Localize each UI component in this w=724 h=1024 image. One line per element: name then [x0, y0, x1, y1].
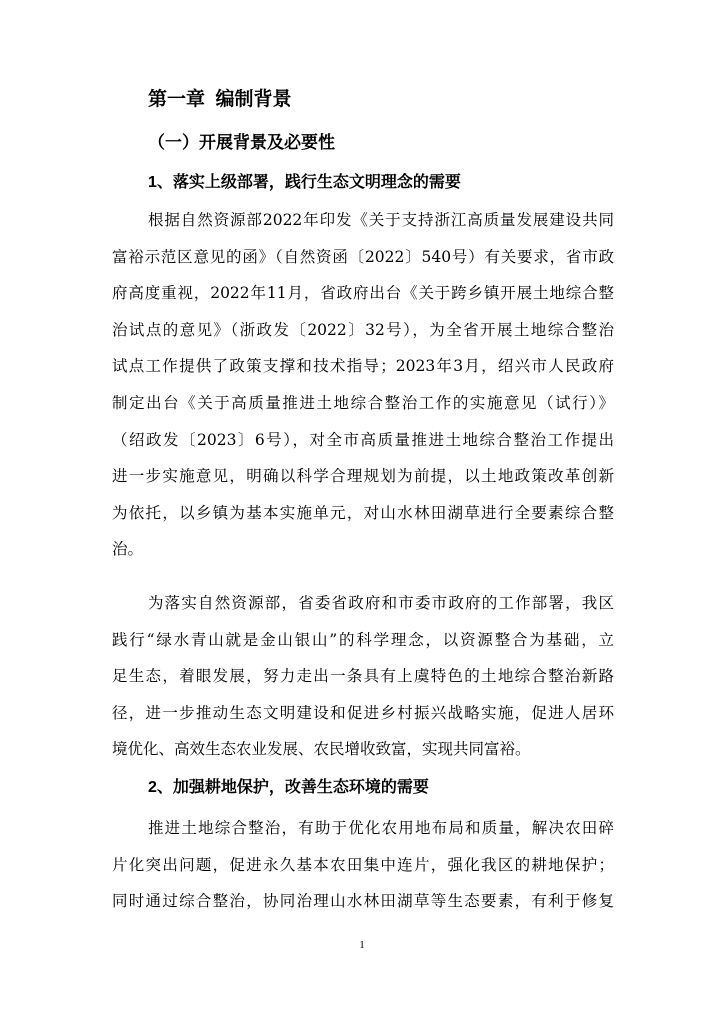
text-line: （绍政发〔2023〕6号），对全市高质量推进土地综合整治工作提出	[112, 430, 614, 449]
text-line: 践行“绿水青山就是金山银山”的科学理念，以资源整合为基础，立	[112, 630, 614, 649]
text-line: 根据自然资源部2022年印发《关于支持浙江高质量发展建设共同	[148, 211, 614, 229]
paragraph-2	[112, 585, 614, 768]
page-number: 1	[359, 939, 365, 951]
text-line: 富裕示范区意见的函》（自然资函〔2022〕540号）有关要求，省市政	[112, 247, 614, 266]
paragraph-1	[112, 202, 614, 568]
text-line: 径，进一步推动生态文明建设和促进乡村振兴战略实施，促进人居环	[112, 703, 614, 722]
chapter-title: 第一章 编制背景	[148, 89, 292, 110]
paragraph-3	[112, 810, 614, 920]
text-line: 推进土地综合整治，有助于优化农用地布局和质量，解决农田碎	[148, 819, 614, 837]
text-line: 进一步实施意见，明确以科学合理规划为前提，以土地政策改革创新	[112, 467, 614, 486]
text-line: 足生态，着眼发展，努力走出一条具有上虞特色的土地综合整治新路	[112, 667, 614, 686]
text-line: 府高度重视，2022年11月，省政府出台《关于跨乡镇开展土地综合整	[112, 284, 614, 303]
text-line: 同时通过综合整治，协同治理山水林田湖草等生态要素，有利于修复	[112, 892, 614, 911]
subsection-heading-1: 1、落实上级部署，践行生态文明理念的需要	[148, 174, 461, 191]
text-line: 治试点的意见》（浙政发〔2022〕32号），为全省开展土地综合整治	[112, 320, 614, 339]
text-line: 境优化、高效生态农业发展、农民增收致富，实现共同富裕。	[112, 740, 531, 759]
text-line: 片化突出问题，促进永久基本农田集中连片，强化我区的耕地保护；	[112, 855, 614, 874]
text-line: 治。	[112, 540, 144, 559]
text-line: 制定出台《关于高质量推进土地综合整治工作的实施意见（试行）》	[112, 393, 614, 412]
section-heading: （一）开展背景及必要性	[148, 133, 335, 152]
text-line: 为依托，以乡镇为基本实施单元，对山水林田湖草进行全要素综合整	[112, 503, 614, 522]
subsection-heading-2: 2、加强耕地保护，改善生态环境的需要	[148, 779, 429, 796]
text-line: 试点工作提供了政策支撑和技术指导；2023年3月，绍兴市人民政府	[112, 357, 614, 376]
text-line: 为落实自然资源部，省委省政府和市委市政府的工作部署，我区	[148, 594, 614, 612]
